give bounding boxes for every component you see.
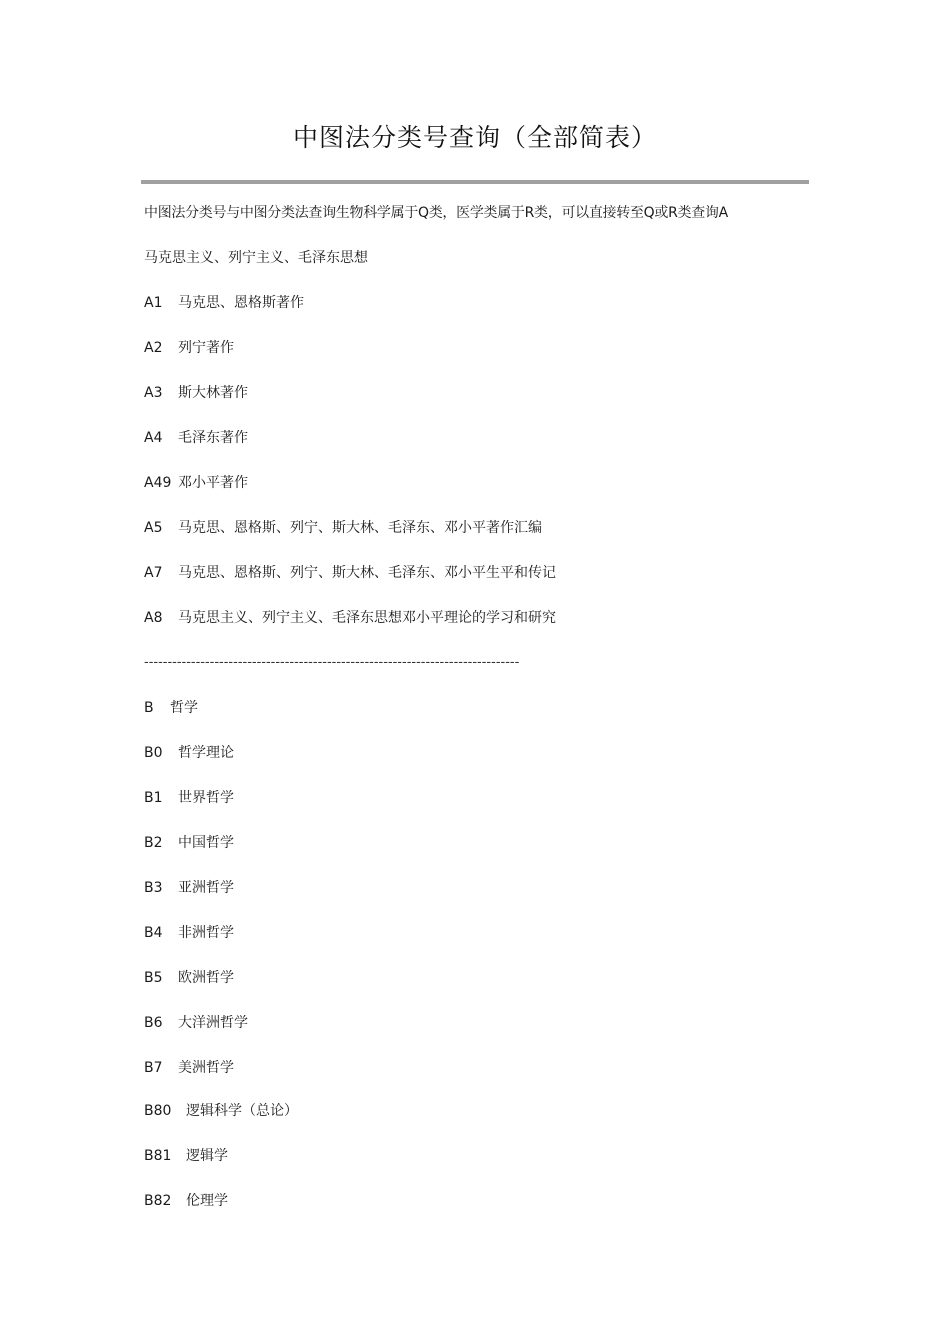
list-item (144, 1013, 248, 1033)
class-name: 哲学 (170, 700, 198, 716)
class-name: 毛泽东著作 (178, 430, 248, 446)
class-code: B0 (144, 745, 163, 761)
list-item (144, 1191, 228, 1211)
class-name: 逻辑科学（总论） (186, 1103, 298, 1119)
class-code: A3 (144, 385, 163, 401)
list-item (144, 698, 198, 718)
class-code: B81 (144, 1148, 172, 1164)
class-name: 中国哲学 (178, 835, 234, 851)
class-name: 斯大林著作 (178, 385, 248, 401)
class-name: 马克思、恩格斯著作 (178, 295, 304, 311)
class-name: 大洋洲哲学 (178, 1015, 248, 1031)
class-code: A5 (144, 520, 163, 536)
list-item (144, 563, 556, 583)
class-name: 非洲哲学 (178, 925, 234, 941)
list-item (144, 1146, 228, 1166)
class-code: B7 (144, 1060, 163, 1076)
class-name: 马克思、恩格斯、列宁、斯大林、毛泽东、邓小平生平和传记 (178, 565, 556, 581)
class-code: A1 (144, 295, 163, 311)
list-item (144, 923, 234, 943)
class-name: 欧洲哲学 (178, 970, 234, 986)
class-name: 亚洲哲学 (178, 880, 234, 896)
class-name: 列宁著作 (178, 340, 234, 356)
list-item (144, 383, 248, 403)
class-code: A4 (144, 430, 163, 446)
class-code: A49 (144, 475, 172, 491)
class-code: B3 (144, 880, 163, 896)
list-item (144, 743, 234, 763)
list-item (144, 473, 248, 493)
class-name: 马克思主义、列宁主义、毛泽东思想邓小平理论的学习和研究 (178, 610, 556, 626)
class-code: B (144, 700, 154, 716)
list-item (144, 428, 248, 448)
class-code: A8 (144, 610, 163, 626)
class-name: 哲学理论 (178, 745, 234, 761)
list-item (144, 518, 542, 538)
intro-text: 中图法分类号与中图分类法查询生物科学属于Q类，医学类属于R类，可以直接转至Q或R类查询A (144, 205, 728, 221)
class-code: A2 (144, 340, 163, 356)
class-code: A7 (144, 565, 163, 581)
class-code: B2 (144, 835, 163, 851)
class-name: 马克思、恩格斯、列宁、斯大林、毛泽东、邓小平著作汇编 (178, 520, 542, 536)
class-code: B82 (144, 1193, 172, 1209)
class-name: 邓小平著作 (178, 475, 248, 491)
list-item (144, 338, 234, 358)
class-code: B80 (144, 1103, 172, 1119)
section-a-heading: 马克思主义、列宁主义、毛泽东思想 (144, 250, 368, 266)
list-item (144, 293, 304, 313)
section-separator: -------------------------------------------------------------------------------- (144, 655, 520, 670)
class-name: 逻辑学 (186, 1148, 228, 1164)
class-code: B5 (144, 970, 163, 986)
list-item (144, 833, 234, 853)
class-name: 世界哲学 (178, 790, 234, 806)
list-item (144, 1101, 298, 1121)
page-title: 中图法分类号查询（全部简表） (292, 123, 657, 152)
list-item (144, 878, 234, 898)
title-divider (141, 180, 809, 184)
class-name: 伦理学 (186, 1193, 228, 1209)
class-code: B1 (144, 790, 163, 806)
list-item (144, 788, 234, 808)
list-item (144, 968, 234, 988)
list-item (144, 1058, 234, 1078)
class-code: B6 (144, 1015, 163, 1031)
class-name: 美洲哲学 (178, 1060, 234, 1076)
class-code: B4 (144, 925, 163, 941)
list-item (144, 608, 556, 628)
